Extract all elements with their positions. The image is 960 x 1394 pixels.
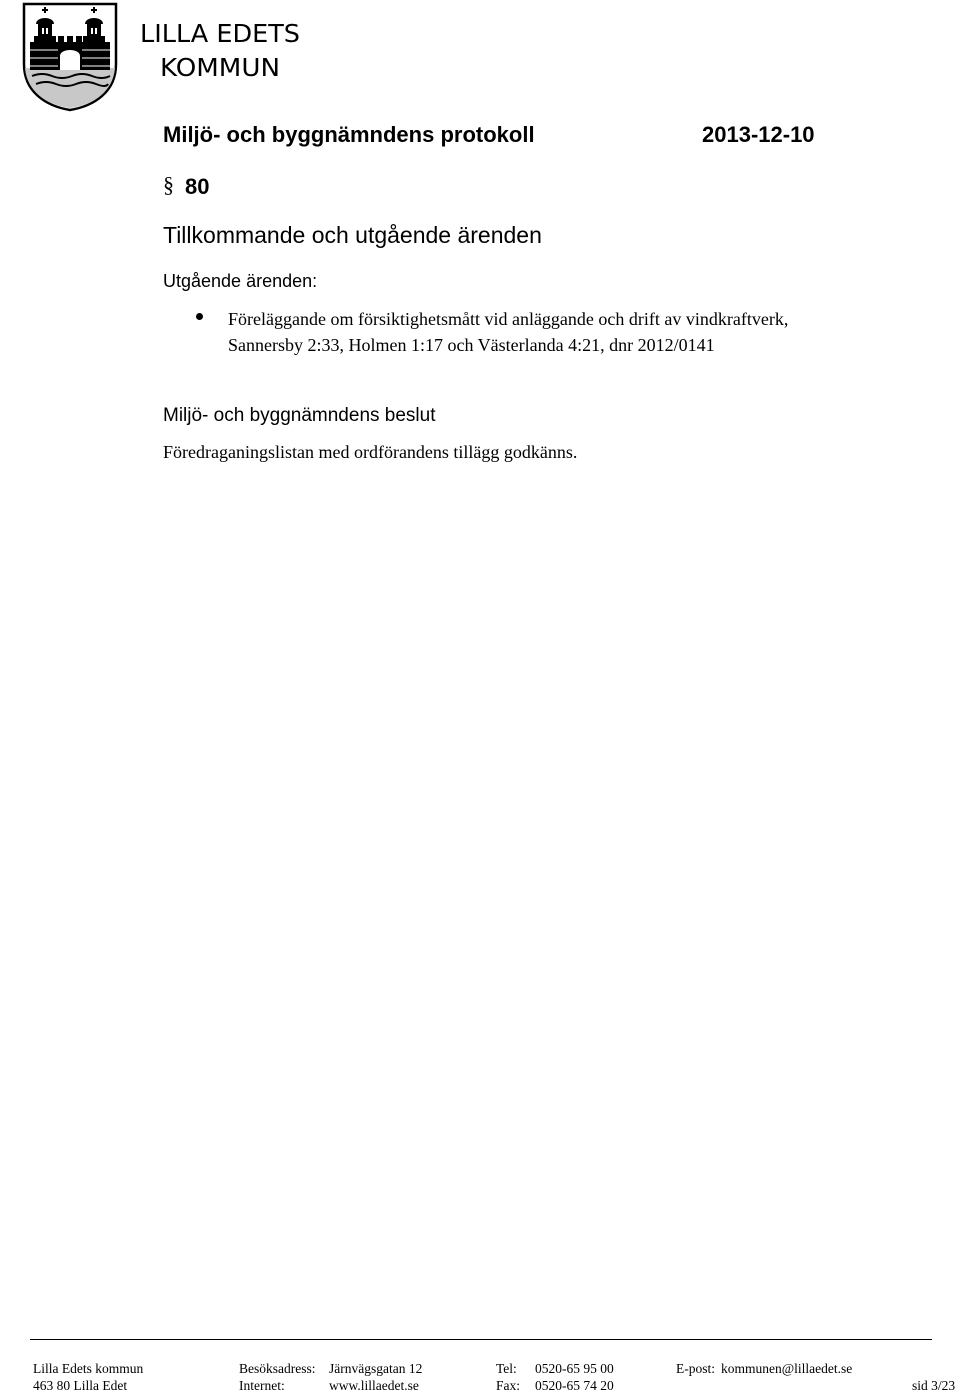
footer-fax-label: Fax:	[496, 1378, 521, 1393]
footer-fax-value: 0520-65 74 20	[535, 1378, 614, 1393]
footer-visit-value: Järnvägsgatan 12	[329, 1361, 423, 1376]
footer-visit-label: Besöksadress:	[239, 1361, 316, 1376]
logo-line2: KOMMUN	[160, 53, 280, 80]
footer-postal-address: 463 80 Lilla Edet	[33, 1378, 128, 1393]
decision-heading: Miljö- och byggnämndens beslut	[163, 405, 436, 426]
footer-email-link[interactable]: kommunen@lillaedet.se	[721, 1361, 853, 1376]
document-title: Miljö- och byggnämndens protokoll	[163, 122, 535, 147]
sub-heading: Utgående ärenden:	[163, 271, 318, 291]
footer-divider	[30, 1339, 932, 1340]
footer-internet-link[interactable]: www.lillaedet.se	[329, 1378, 419, 1393]
list-item-line: Föreläggande om försiktighetsmått vid anläggande och drift av vindkraftverk,	[228, 309, 789, 329]
footer-org-name: Lilla Edets kommun	[33, 1361, 144, 1376]
footer-email-label: E-post:	[676, 1361, 715, 1376]
footer-internet-label: Internet:	[239, 1378, 285, 1393]
bullet-icon	[196, 313, 203, 320]
footer-tel-label: Tel:	[496, 1361, 517, 1376]
footer-tel-value: 0520-65 95 00	[535, 1361, 614, 1376]
document-date: 2013-12-10	[702, 122, 815, 147]
logo-line1: LILLA EDETS	[140, 19, 300, 48]
coat-of-arms-icon	[22, 2, 118, 112]
municipality-logo-text	[140, 18, 310, 80]
decision-text: Föredraganingslistan med ordförandens tillägg godkänns.	[163, 442, 578, 462]
paragraph-sign: §	[163, 172, 174, 197]
footer-page-number: sid 3/23	[912, 1378, 956, 1393]
section-heading: Tillkommande och utgående ärenden	[163, 222, 542, 248]
paragraph-number: 80	[185, 174, 210, 199]
list-item-line: Sannersby 2:33, Holmen 1:17 och Västerlanda 4:21, dnr 2012/0141	[228, 335, 715, 355]
